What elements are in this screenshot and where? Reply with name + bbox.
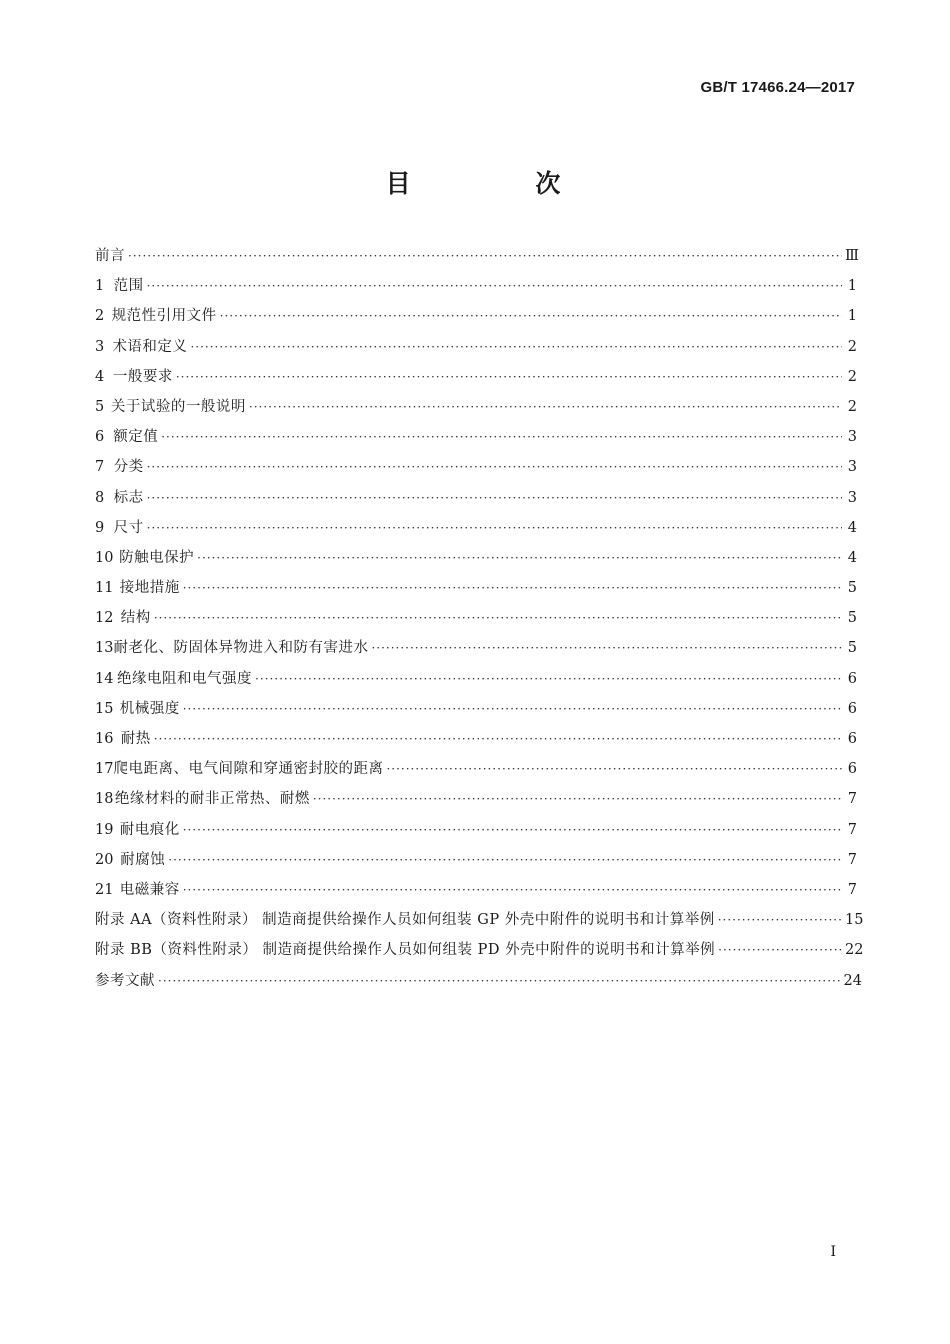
- toc-entry[interactable]: [95, 395, 857, 425]
- toc-entry[interactable]: [95, 546, 857, 576]
- toc-entry-label: 标志: [113, 489, 144, 506]
- toc-entry-number: 15: [95, 700, 114, 717]
- toc-dot-leader: [147, 521, 842, 535]
- toc-entry[interactable]: [95, 335, 857, 365]
- toc-entry-label: 绝缘材料的耐非正常热、耐燃: [114, 791, 310, 808]
- standard-code: GB/T 17466.24—2017: [700, 79, 855, 96]
- toc-entry-page: 3: [847, 489, 857, 506]
- toc-entry-page: 4: [847, 519, 857, 536]
- toc-entry[interactable]: [95, 667, 857, 697]
- toc-entry-page: 6: [847, 700, 857, 717]
- toc-entry-page: 22: [845, 942, 864, 959]
- toc-entry[interactable]: [95, 878, 857, 908]
- toc-entry-page: 2: [847, 398, 857, 415]
- toc-dot-leader: [154, 732, 842, 746]
- toc-entry-label: 耐老化、防固体异物进入和防有害进水: [113, 640, 369, 657]
- toc-entry-page: 15: [845, 912, 864, 929]
- toc-entry[interactable]: [95, 636, 857, 666]
- toc-entry[interactable]: [95, 757, 857, 787]
- toc-entry-label: 耐热: [120, 731, 151, 747]
- toc-entry-label: 分类: [113, 459, 144, 476]
- toc-entry-label: 一般要求: [112, 368, 173, 385]
- toc-dot-leader: [190, 340, 842, 354]
- toc-dot-leader: [249, 400, 842, 414]
- toc-entry-page: 5: [847, 610, 857, 627]
- toc-dot-leader: [197, 551, 842, 565]
- toc-entry-number: 11: [95, 580, 114, 597]
- toc-dot-leader: [168, 853, 842, 867]
- toc-entry-page: 6: [847, 670, 857, 687]
- toc-dot-leader: [718, 913, 842, 927]
- toc-dot-leader: [147, 279, 842, 293]
- toc-entry-page: 7: [847, 851, 857, 868]
- toc-entry-number: 5: [95, 398, 105, 415]
- toc-entry-page: 6: [847, 731, 857, 747]
- toc-entry-label: 耐腐蚀: [120, 851, 166, 868]
- toc-entry-number: 13: [95, 640, 114, 657]
- toc-entry-page: 1: [847, 308, 857, 325]
- toc-entry-label: 前言: [95, 248, 125, 264]
- toc-entry-label: 爬电距离、电气间隙和穿通密封胶的距离: [113, 761, 384, 778]
- toc-dot-leader: [183, 823, 842, 837]
- toc-entry-number: 20: [95, 851, 114, 868]
- toc-entry-page: 24: [843, 972, 862, 989]
- toc-dot-leader: [220, 309, 842, 323]
- toc-entry-page: 1: [847, 278, 857, 295]
- toc-entry-number: 16: [95, 731, 114, 747]
- toc-entry[interactable]: [95, 697, 857, 727]
- toc-entry-page: 6: [847, 761, 857, 778]
- toc-entry-page: 3: [847, 459, 857, 476]
- toc-entry-number: 7: [95, 459, 105, 476]
- toc-entry-label: 绝缘电阻和电气强度: [117, 670, 252, 687]
- toc-entry[interactable]: [95, 244, 857, 274]
- toc-entry-label: 结构: [120, 610, 151, 627]
- toc-entry[interactable]: [95, 969, 862, 999]
- toc-entry-page: 2: [847, 368, 857, 385]
- toc-entry-page: 3: [847, 429, 857, 446]
- toc-entry[interactable]: [95, 425, 857, 455]
- toc-entry-label: 参考文献: [95, 972, 155, 989]
- toc-entry-label: 尺寸: [113, 519, 144, 536]
- toc-entry[interactable]: [95, 727, 857, 757]
- toc-entry-label: 电磁兼容: [119, 881, 180, 898]
- toc-entry-label: 耐电痕化: [119, 821, 180, 838]
- toc-entry[interactable]: [95, 818, 857, 848]
- toc-dot-leader: [386, 762, 842, 776]
- toc-dot-leader: [255, 672, 842, 686]
- toc-entry[interactable]: [95, 486, 857, 516]
- toc-entry-number: 21: [95, 881, 114, 898]
- toc-entry-number: 18: [95, 791, 114, 808]
- toc-entry-page: 7: [847, 821, 857, 838]
- toc-dot-leader: [176, 370, 842, 384]
- toc-entry[interactable]: [95, 848, 857, 878]
- toc-entry-label: 规范性引用文件: [111, 308, 217, 325]
- toc-entry-page: 7: [847, 881, 857, 898]
- toc-entry[interactable]: [95, 365, 857, 395]
- toc-dot-leader: [154, 611, 842, 625]
- toc-entry-page: 5: [847, 580, 857, 597]
- toc-dot-leader: [183, 883, 842, 897]
- table-of-contents: [95, 244, 864, 999]
- toc-entry-number: 19: [95, 821, 114, 838]
- toc-entry-label: 防触电保护: [119, 549, 195, 566]
- toc-entry-page: 7: [847, 791, 857, 808]
- toc-entry-number: 4: [95, 368, 105, 385]
- toc-entry-label: 机械强度: [119, 700, 180, 717]
- toc-entry-number: 14: [95, 670, 114, 687]
- toc-entry-number: 12: [95, 610, 114, 627]
- toc-dot-leader: [128, 249, 842, 263]
- toc-entry[interactable]: [95, 516, 857, 546]
- toc-entry-label: 额定值: [113, 429, 159, 446]
- toc-entry[interactable]: [95, 606, 857, 636]
- toc-dot-leader: [718, 943, 842, 957]
- toc-dot-leader: [183, 581, 842, 595]
- toc-entry-number: 10: [95, 549, 114, 566]
- toc-entry[interactable]: [95, 455, 857, 485]
- toc-entry[interactable]: [95, 576, 857, 606]
- toc-entry[interactable]: [95, 274, 857, 304]
- toc-entry-number: 6: [95, 429, 105, 446]
- toc-entry-label: 关于试验的一般说明: [110, 398, 246, 415]
- toc-entry-page: 4: [847, 549, 857, 566]
- page-title: 目 次: [385, 169, 619, 198]
- toc-entry-label: 附录 BB（资料性附录） 制造商提供给操作人员如何组装 PD 外壳中附件的说明书和计算举例: [95, 942, 716, 959]
- toc-entry-label: 附录 AA（资料性附录） 制造商提供给操作人员如何组装 GP 外壳中附件的说明书和计算举例: [95, 912, 715, 929]
- toc-dot-leader: [371, 641, 842, 655]
- toc-entry[interactable]: [95, 787, 857, 817]
- toc-entry[interactable]: [95, 938, 864, 968]
- toc-dot-leader: [161, 430, 842, 444]
- toc-dot-leader: [313, 792, 842, 806]
- toc-dot-leader: [147, 491, 842, 505]
- toc-dot-leader: [158, 974, 841, 988]
- toc-entry-number: 8: [95, 489, 105, 506]
- toc-entry[interactable]: [95, 908, 864, 938]
- toc-entry-page: 5: [847, 640, 857, 657]
- toc-entry-number: 17: [95, 761, 114, 778]
- footer-page-number: I: [830, 1244, 836, 1260]
- toc-dot-leader: [147, 460, 842, 474]
- toc-dot-leader: [183, 702, 842, 716]
- toc-entry-number: 9: [95, 519, 105, 536]
- toc-entry-page: 2: [847, 338, 857, 355]
- toc-entry-number: 2: [95, 308, 105, 325]
- toc-entry-page: Ⅲ: [845, 248, 859, 264]
- toc-entry-label: 接地措施: [119, 580, 180, 597]
- toc-entry-label: 术语和定义: [112, 338, 188, 355]
- toc-entry-label: 范围: [113, 278, 144, 295]
- toc-entry-number: 1: [95, 278, 105, 295]
- toc-entry-number: 3: [95, 338, 105, 355]
- toc-entry[interactable]: [95, 304, 857, 334]
